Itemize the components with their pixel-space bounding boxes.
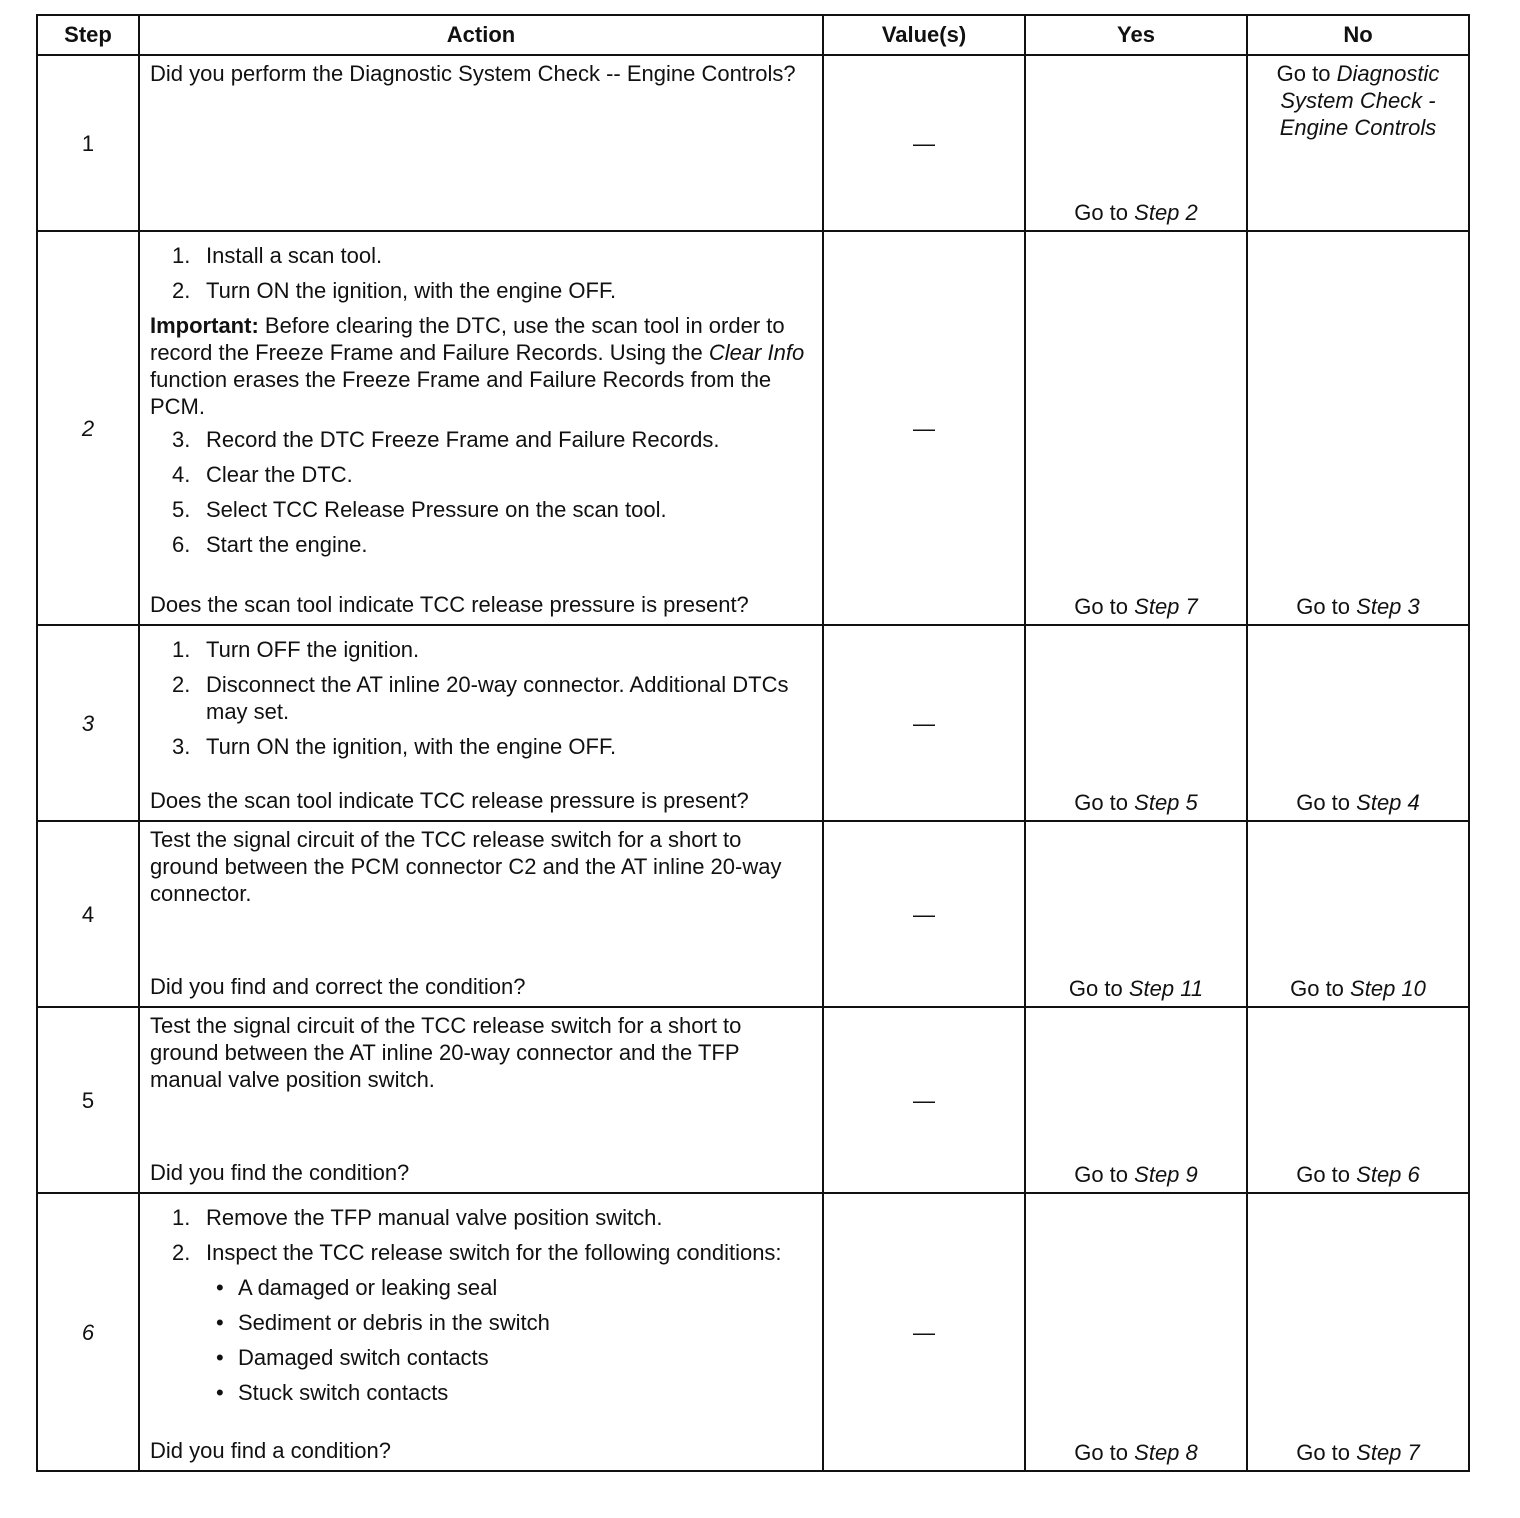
table-row-step-5 <box>37 1007 1469 1193</box>
important-note <box>150 312 812 420</box>
goto-label: Go to <box>1068 976 1123 1001</box>
no-step-link[interactable]: Step 3 <box>1356 594 1420 619</box>
goto-label: Go to <box>1296 1162 1351 1187</box>
goto-label: Go to <box>1296 1440 1351 1465</box>
bullet-item <box>216 1379 812 1406</box>
header-values: Value(s) <box>823 15 1025 55</box>
list-number: 1. <box>172 637 191 662</box>
bullet-text: Damaged switch contacts <box>238 1345 489 1370</box>
list-item <box>172 277 812 304</box>
goto-label: Go to <box>1290 976 1344 1001</box>
value-dash: — <box>823 625 1025 821</box>
yes-cell <box>1025 821 1247 1007</box>
action-question: Did you find and correct the condition? <box>150 974 526 999</box>
value-dash: — <box>823 1007 1025 1193</box>
list-number: 1. <box>172 1205 191 1230</box>
list-number: 6. <box>172 532 191 557</box>
value-dash: — <box>823 55 1025 231</box>
action-cell <box>139 55 823 231</box>
list-item <box>172 461 812 488</box>
table-row-step-4 <box>37 821 1469 1007</box>
list-item <box>172 242 812 269</box>
list-number: 3. <box>172 427 191 452</box>
list-item <box>172 636 812 663</box>
goto-label: Go to <box>1276 61 1331 86</box>
action-cell <box>139 625 823 821</box>
list-item <box>172 496 812 523</box>
no-cell <box>1247 231 1469 625</box>
action-question: Did you find a condition? <box>150 1438 391 1463</box>
step-number: 5 <box>37 1007 139 1193</box>
action-question: Does the scan tool indicate TCC release pressure is present? <box>150 592 749 617</box>
diagnostic-table <box>36 14 1470 1472</box>
action-text: Did you perform the Diagnostic System Check -- Engine Controls? <box>150 61 796 86</box>
no-cell <box>1247 55 1469 231</box>
list-text: Start the engine. <box>206 532 368 557</box>
action-cell <box>139 231 823 625</box>
yes-cell <box>1025 1193 1247 1471</box>
list-text: Turn ON the ignition, with the engine OFF. <box>206 734 617 759</box>
yes-step-link[interactable]: Step 8 <box>1134 1440 1198 1465</box>
list-number: 5. <box>172 497 191 522</box>
goto-label: Go to <box>1074 1162 1129 1187</box>
list-item <box>172 1239 812 1266</box>
header-yes: Yes <box>1025 15 1247 55</box>
no-cell <box>1247 821 1469 1007</box>
table-row-step-2 <box>37 231 1469 625</box>
important-text: function erases the Freeze Frame and Failure Records from the PCM. <box>150 367 772 419</box>
bullet-item <box>216 1274 812 1301</box>
header-action: Action <box>139 15 823 55</box>
yes-cell <box>1025 1007 1247 1193</box>
step-number: 1 <box>37 55 139 231</box>
list-item <box>172 671 812 725</box>
no-cell <box>1247 1193 1469 1471</box>
table-header-row <box>37 15 1469 55</box>
list-text: Select TCC Release Pressure on the scan tool. <box>206 497 667 522</box>
goto-label: Go to <box>1074 1440 1129 1465</box>
important-italic: Clear Info <box>708 340 805 365</box>
action-text: Test the signal circuit of the TCC release switch for a short to ground between the AT inline 20-way connector and the TFP manual valve position switch. <box>150 1013 742 1092</box>
important-label: Important: <box>150 313 259 338</box>
header-no: No <box>1247 15 1469 55</box>
list-number: 1. <box>172 243 191 268</box>
goto-label: Go to <box>1074 200 1129 225</box>
goto-label: Go to <box>1296 594 1351 619</box>
important-text: Before clearing the DTC, use the scan tool in order to record the Freeze Frame and Failure Records. Using the <box>150 313 785 365</box>
list-text: Install a scan tool. <box>206 243 383 268</box>
list-text: Record the DTC Freeze Frame and Failure Records. <box>206 427 720 452</box>
list-number: 3. <box>172 734 191 759</box>
step-number: 3 <box>37 625 139 821</box>
header-step: Step <box>37 15 139 55</box>
action-text: Test the signal circuit of the TCC release switch for a short to ground between the PCM connector C2 and the AT inline 20-way connector. <box>150 827 782 906</box>
yes-step-link[interactable]: Step 11 <box>1128 976 1204 1001</box>
yes-step-link[interactable]: Step 7 <box>1134 594 1198 619</box>
no-cell <box>1247 1007 1469 1193</box>
no-step-link[interactable]: Step 6 <box>1356 1162 1420 1187</box>
bullet-text: Stuck switch contacts <box>238 1380 449 1405</box>
list-item <box>172 531 812 558</box>
bullet-text: Sediment or debris in the switch <box>238 1310 550 1335</box>
bullet-item <box>216 1344 812 1371</box>
bullet-item <box>216 1309 812 1336</box>
no-step-link[interactable]: Diagnostic System Check - Engine Controls <box>1279 61 1440 140</box>
list-item <box>172 733 812 760</box>
yes-step-link[interactable]: Step 5 <box>1134 790 1198 815</box>
action-cell <box>139 1193 823 1471</box>
list-number: 2. <box>172 278 191 303</box>
list-text: Clear the DTC. <box>206 462 353 487</box>
diagnostic-table-document <box>36 14 1468 1472</box>
list-text: Turn ON the ignition, with the engine OFF. <box>206 278 617 303</box>
yes-step-link[interactable]: Step 2 <box>1134 200 1198 225</box>
value-dash: — <box>823 231 1025 625</box>
yes-cell <box>1025 55 1247 231</box>
list-text: Remove the TFP manual valve position switch. <box>206 1205 663 1230</box>
action-question: Did you find the condition? <box>150 1160 410 1185</box>
no-step-link[interactable]: Step 4 <box>1356 790 1420 815</box>
goto-label: Go to <box>1296 790 1351 815</box>
step-number: 4 <box>37 821 139 1007</box>
yes-cell <box>1025 231 1247 625</box>
no-step-link[interactable]: Step 7 <box>1356 1440 1420 1465</box>
list-number: 2. <box>172 1240 191 1265</box>
bullet-text: A damaged or leaking seal <box>238 1275 498 1300</box>
action-cell <box>139 1007 823 1193</box>
list-item <box>172 1204 812 1231</box>
table-row-step-3 <box>37 625 1469 821</box>
table-row-step-6 <box>37 1193 1469 1471</box>
list-text: Inspect the TCC release switch for the following conditions: <box>206 1240 782 1265</box>
list-item <box>172 426 812 453</box>
list-text: Disconnect the AT inline 20-way connector. Additional DTCs may set. <box>206 672 789 724</box>
bullet-icon: • <box>216 1310 224 1335</box>
yes-step-link[interactable]: Step 9 <box>1134 1162 1198 1187</box>
table-row-step-1 <box>37 55 1469 231</box>
bullet-icon: • <box>216 1345 224 1370</box>
value-dash: — <box>823 821 1025 1007</box>
goto-label: Go to <box>1074 790 1129 815</box>
value-dash: — <box>823 1193 1025 1471</box>
action-cell <box>139 821 823 1007</box>
action-question: Does the scan tool indicate TCC release pressure is present? <box>150 788 749 813</box>
list-number: 4. <box>172 462 191 487</box>
bullet-icon: • <box>216 1275 224 1300</box>
step-number: 2 <box>37 231 139 625</box>
yes-cell <box>1025 625 1247 821</box>
no-step-link[interactable]: Step 10 <box>1350 976 1426 1001</box>
list-text: Turn OFF the ignition. <box>206 637 420 662</box>
goto-label: Go to <box>1074 594 1129 619</box>
list-number: 2. <box>172 672 191 697</box>
no-cell <box>1247 625 1469 821</box>
step-number: 6 <box>37 1193 139 1471</box>
bullet-icon: • <box>216 1380 224 1405</box>
